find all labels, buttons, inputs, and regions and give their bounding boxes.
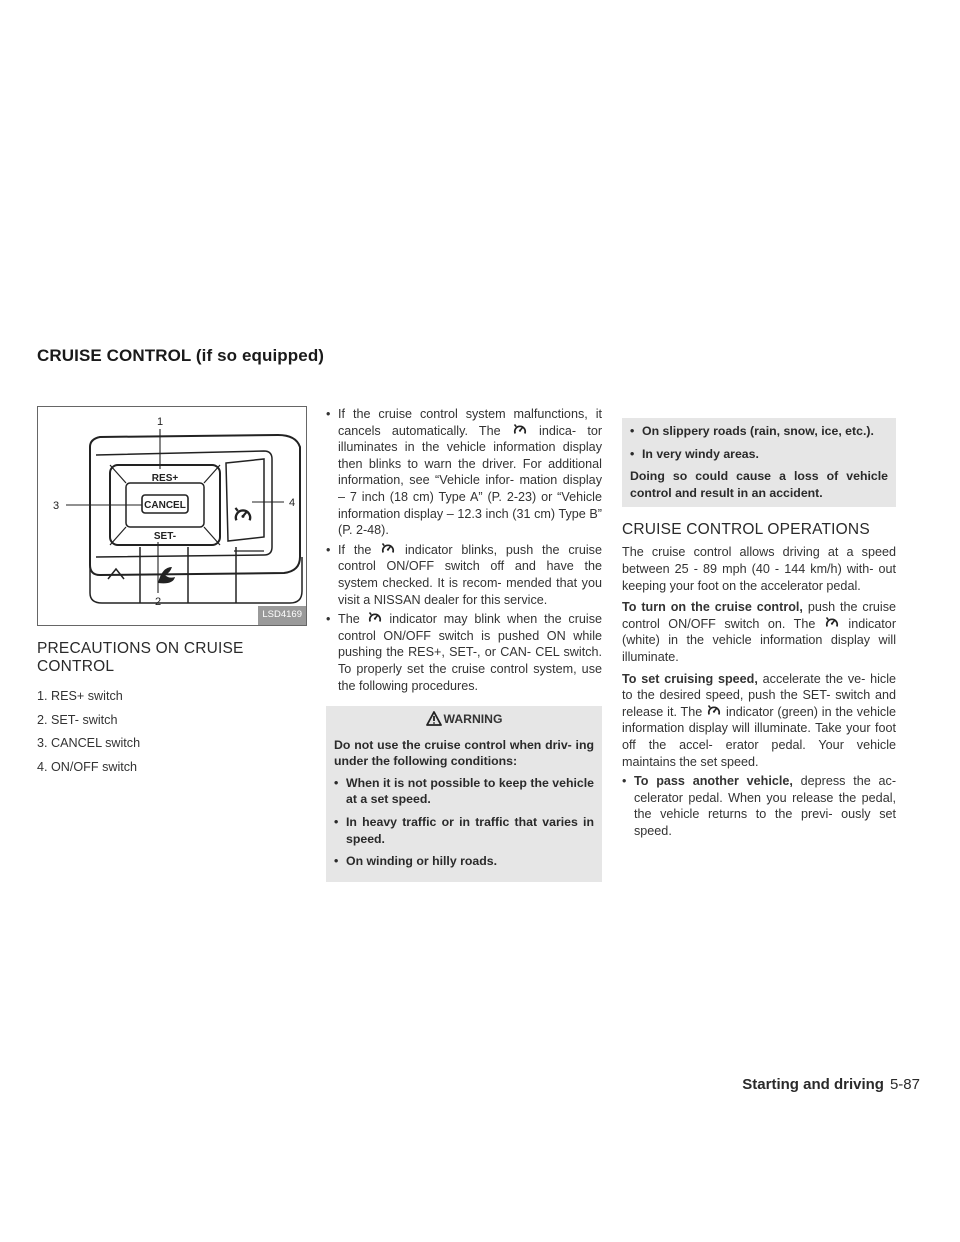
column-2 — [326, 406, 602, 882]
warning-triangle-icon — [426, 711, 442, 726]
legend-item: 1. RES+ switch — [37, 689, 123, 703]
cruise-indicator-icon — [380, 543, 396, 555]
res-label: RES+ — [151, 473, 179, 484]
warning-conclusion: Doing so could cause a loss of vehicle control and result in an accident. — [630, 469, 888, 500]
column-3 — [622, 406, 896, 842]
set-speed-paragraph: To set cruising speed, accelerate the ve- hicle to the desired speed, push the SET- switch and release it. The indicator (green) in the vehicle information display will illuminate. Take your foot off the accel- erator pedal. Your vehicle maintains the set speed. — [622, 671, 896, 769]
callout-1: 1 — [156, 416, 164, 428]
precautions-heading: PRECAUTIONS ON CRUISE CONTROL — [37, 640, 244, 675]
list-item: • If the indicator blinks, push the cruise control ON/OFF switch off and have the system checked. It is recom- mended that you visit a NISSAN dealer for this service. — [326, 542, 602, 607]
warning-item: • When it is not possible to keep the vehicle at a set speed. — [334, 775, 594, 807]
list-item: • If the cruise control system malfunctions, it cancels automatically. The indica- tor illuminates in the vehicle information display then blinks to warn the driver. For additional information, see “Vehicle infor- mation display – 7 inch (18 cm) Type A” (P. 2-23) or “Vehicle information display – 12.3 inch (31 cm) Type B” (P. 2-48). — [326, 407, 603, 538]
warning-box-continued — [622, 418, 896, 507]
footer-title: Starting and driving — [742, 1076, 884, 1093]
figure-legend — [37, 688, 309, 775]
turn-on-paragraph: To turn on the cruise control, push the cruise control ON/OFF switch on. The indicator (white) in the vehicle information display will illuminate. — [622, 600, 897, 664]
callout-2: 2 — [154, 596, 162, 608]
list-item: • To pass another vehicle, depress the ac- celerator pedal. When you release the pedal, the vehicle returns to the previ- ously set speed. — [622, 774, 897, 838]
cancel-label: CANCEL — [144, 500, 186, 511]
warning-item: • In very windy areas. — [630, 446, 759, 461]
operations-intro: The cruise control allows driving at a speed between 25 - 89 mph (40 - 144 km/h) with- out keeping your foot on the accelerator pedal. — [622, 545, 896, 593]
warning-item: • In heavy traffic or in traffic that varies in speed. — [334, 815, 594, 846]
callout-4: 4 — [289, 497, 296, 509]
warning-box — [326, 706, 602, 882]
steering-switch-illustration — [38, 407, 307, 626]
operations-heading: CRUISE CONTROL OPERATIONS — [622, 521, 870, 539]
cruise-indicator-icon — [824, 617, 840, 629]
page-number: 5-87 — [889, 1076, 920, 1093]
legend-item: 2. SET- switch — [37, 712, 118, 727]
cruise-switch-figure — [37, 406, 307, 626]
warning-header: WARNING — [334, 711, 594, 728]
list-item: • The indicator may blink when the cruise control ON/OFF switch is pushed ON while pushing the RES+, SET-, or CAN- CEL switch. To properly set the cruise control system, use the following procedures. — [326, 612, 602, 693]
cruise-indicator-icon — [367, 612, 383, 624]
figure-code: LSD4169 — [258, 606, 306, 625]
page-footer — [742, 1076, 920, 1093]
warning-item: • On slippery roads (rain, snow, ice, etc.). — [630, 424, 874, 438]
warning-intro: Do not use the cruise control when driv- ing under the following conditions: — [334, 737, 594, 769]
set-label: SET- — [153, 531, 177, 542]
warning-item: • On winding or hilly roads. — [334, 854, 497, 869]
callout-3: 3 — [52, 500, 60, 512]
legend-item: 3. CANCEL switch — [37, 736, 141, 751]
legend-item: 4. ON/OFF switch — [37, 759, 138, 774]
cruise-indicator-icon — [512, 424, 528, 436]
cruise-indicator-icon — [706, 705, 722, 717]
column-1 — [37, 406, 309, 782]
section-title: CRUISE CONTROL (if so equipped) — [37, 346, 325, 365]
